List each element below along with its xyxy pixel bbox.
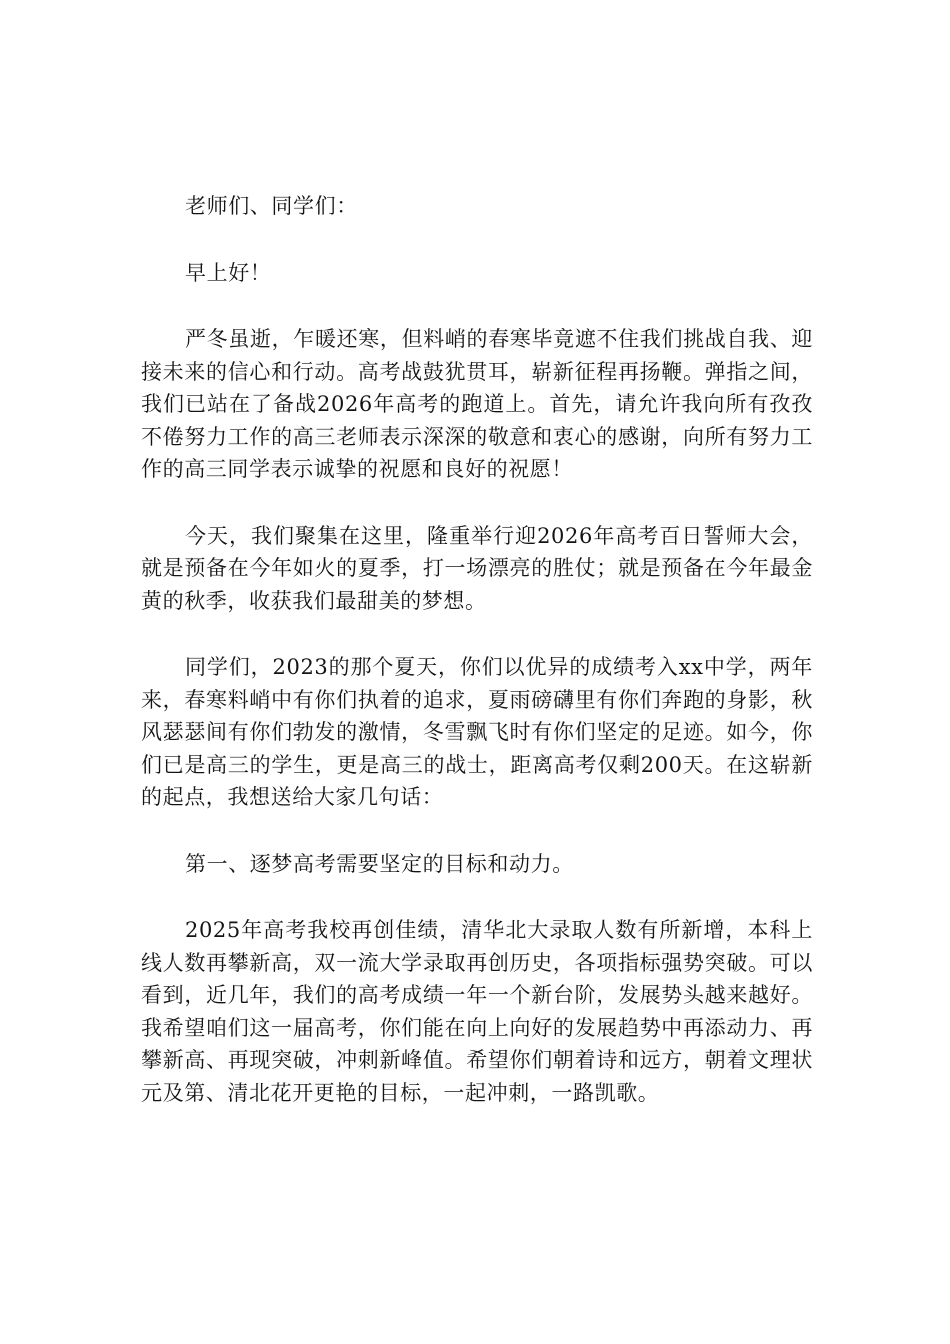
paragraph-ceremony: 今天，我们聚集在这里，隆重举行迎2026年高考百日誓师大会，就是预备在今年如火的夏季，打一场漂亮的胜仗；就是预备在今年最金黄的秋季，收获我们最甜美的梦想。: [141, 523, 813, 613]
paragraph-achievements: 2025年高考我校再创佳绩，清华北大录取人数有所新增，本科上线人数再攀新高，双一流大学录取再创历史，各项指标强势突破。可以看到，近几年，我们的高考成绩一年一个新台阶，发展势头越来越好。我希望咱们这一届高考，你们能在向上向好的发展趋势中再添动力、再攀新高、再现突破，冲刺新峰值。希望你们朝着诗和远方，朝着文理状元及第、清北花开更艳的目标，一起冲刺，一路凯歌。: [141, 918, 813, 1105]
paragraph-opening: 严冬虽逝，乍暖还寒，但料峭的春寒毕竟遮不住我们挑战自我、迎接未来的信心和行动。高考战鼓犹贯耳，崭新征程再扬鞭。弹指之间，我们已站在了备战2026年高考的跑道上。首先，请允许我向所有孜孜不倦努力工作的高三老师表示深深的敬意和衷心的感谢，向所有努力工作的高三同学表示诚挚的祝愿和良好的祝愿！: [141, 327, 813, 481]
section-heading-first: 第一、逐梦高考需要坚定的目标和动力。: [185, 851, 574, 876]
greeting: 早上好！: [185, 260, 272, 285]
salutation: 老师们、同学们：: [185, 194, 358, 218]
paragraph-students: 同学们，2023的那个夏天，你们以优异的成绩考入xx中学，两年来，春寒料峭中有你们执着的追求，夏雨磅礴里有你们奔跑的身影，秋风瑟瑟间有你们勃发的激情，冬雪飘飞时有你们坚定的足迹。如今，你们已是高三的学生，更是高三的战士，距离高考仅剩200天。在这崭新的起点，我想送给大家几句话：: [141, 655, 813, 809]
speech-body: [141, 190, 813, 1143]
